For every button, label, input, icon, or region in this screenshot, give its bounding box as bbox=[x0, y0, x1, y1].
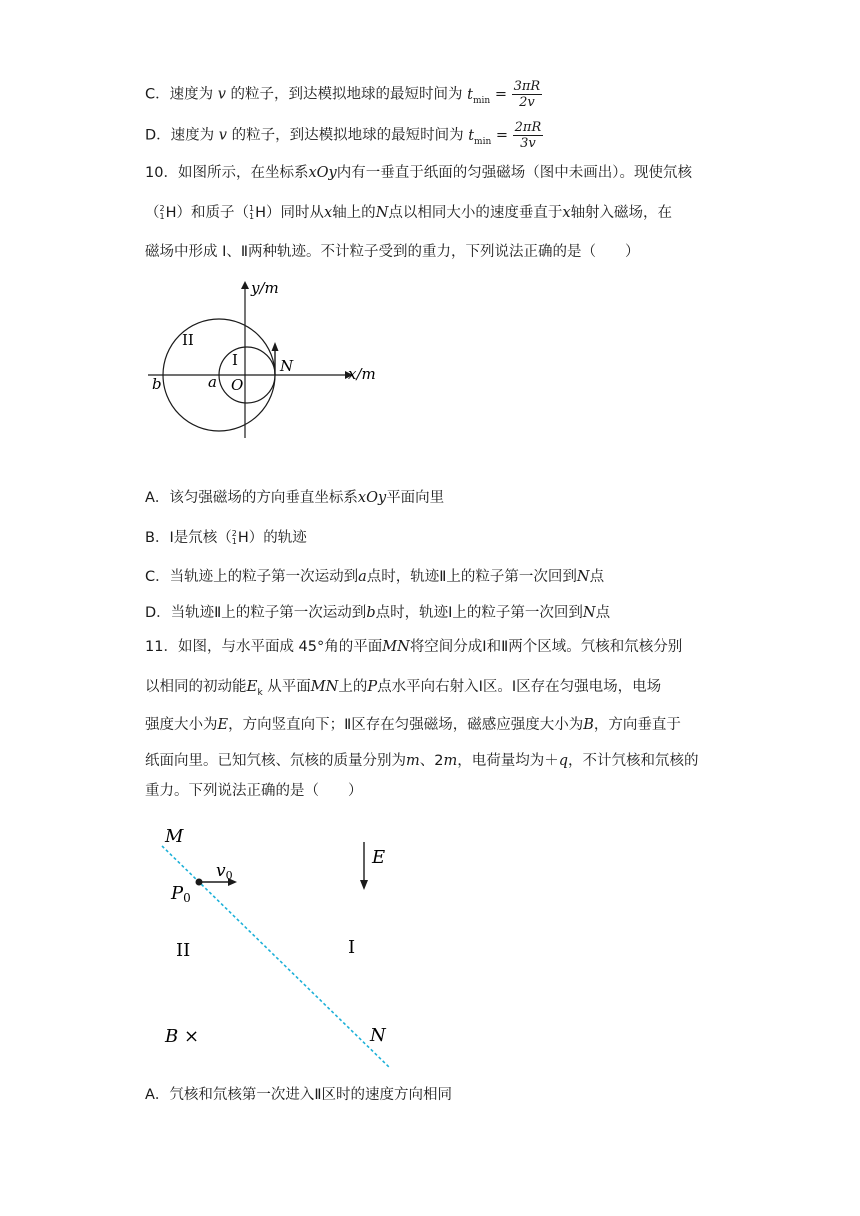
q10-stem-line-3 bbox=[145, 242, 640, 262]
q9c-sub: min bbox=[472, 95, 491, 106]
q11-label-N: N bbox=[370, 1025, 386, 1046]
q10b-1: B．Ⅰ是氘核（ bbox=[145, 530, 232, 546]
q10-x-2: x bbox=[562, 205, 571, 221]
q11-option-a bbox=[145, 1085, 452, 1105]
q9c-text-1: C．速度为 bbox=[145, 86, 214, 103]
q11-l4-m: m bbox=[406, 753, 420, 769]
q10b-2: ）的轨迹 bbox=[248, 530, 307, 546]
q11-stem-line-2 bbox=[145, 676, 661, 703]
q10-l2a: （ bbox=[145, 205, 160, 221]
q10b-sym: H bbox=[237, 530, 249, 546]
q9d-sub: min bbox=[474, 136, 492, 147]
q10-label-a: a bbox=[208, 373, 217, 391]
q10-l2b: ）和质子（ bbox=[176, 205, 249, 221]
q11-stem-line-1 bbox=[145, 637, 682, 657]
q10-stem-line-2 bbox=[145, 203, 672, 223]
q10c-2: 点时，轨迹Ⅱ上的粒子第一次回到 bbox=[366, 569, 577, 585]
q11-l4c: ，电荷量均为＋ bbox=[457, 753, 559, 769]
q11-label-P0 bbox=[170, 883, 191, 905]
q10-figure bbox=[140, 275, 400, 445]
q10-label-I: I bbox=[232, 351, 238, 369]
q11-l4a: 纸面向里。已知氕核、氘核的质量分别为 bbox=[145, 753, 406, 769]
q11-v0-sub: 0 bbox=[225, 869, 233, 882]
q9c-v: v bbox=[217, 86, 226, 103]
q11-l4d: ，不计氕核和氘核的 bbox=[568, 753, 699, 769]
q11-label-E: E bbox=[372, 847, 386, 868]
q9-option-c bbox=[145, 79, 542, 110]
q11-stem-line-3 bbox=[145, 715, 681, 735]
q11-l3a: 强度大小为 bbox=[145, 717, 218, 733]
q10-option-d bbox=[145, 603, 610, 623]
q9d-v: v bbox=[218, 127, 227, 144]
q10b-z: 1 bbox=[231, 537, 237, 546]
q9c-den: 2v bbox=[519, 95, 535, 110]
q9c-fraction bbox=[512, 79, 543, 110]
q10d-b: b bbox=[366, 605, 376, 621]
q11-l1-MN: MN bbox=[382, 639, 410, 655]
q10-option-a bbox=[145, 488, 444, 508]
q11-l2-P: P bbox=[367, 679, 378, 695]
q11-label-I: I bbox=[348, 937, 356, 958]
q10d-2: 点时，轨迹Ⅰ上的粒子第一次回到 bbox=[375, 605, 583, 621]
q10-stem-line-1 bbox=[145, 163, 692, 183]
q11-l2-E: E bbox=[246, 677, 258, 695]
q10-l1a: 10．如图所示，在坐标系 bbox=[145, 165, 309, 181]
q9d-tmin bbox=[468, 127, 492, 147]
q10-label-b: b bbox=[152, 375, 162, 393]
q11-l4-q: q bbox=[558, 753, 569, 769]
q10-x-label: x/m bbox=[348, 365, 376, 383]
q9d-fraction bbox=[513, 120, 544, 151]
q11-l2a: 以相同的初动能 bbox=[145, 679, 247, 695]
q11-l3-B: B bbox=[583, 717, 594, 733]
q9c-t: t bbox=[467, 86, 473, 103]
q10d-1: D．当轨迹Ⅱ上的粒子第一次运动到 bbox=[145, 605, 367, 621]
q11-p0-p: P bbox=[171, 883, 184, 904]
q11-l2d: 点水平向右射入Ⅰ区。Ⅰ区存在匀强电场，电场 bbox=[377, 679, 662, 695]
q10-label-N: N bbox=[280, 357, 294, 375]
q10-option-b bbox=[145, 528, 307, 548]
proton-z: 1 bbox=[249, 212, 255, 221]
q10-label-O: O bbox=[231, 376, 244, 394]
q11-l2-k: k bbox=[257, 687, 263, 698]
q9d-t: t bbox=[468, 127, 475, 144]
q10-l1c: 内有一垂直于纸面的匀强磁场（图中未画出）。现使氘核 bbox=[336, 165, 692, 181]
proton-mass: 1 bbox=[249, 204, 255, 213]
q10b-mass: 2 bbox=[231, 529, 237, 538]
q9c-eq: = bbox=[494, 86, 507, 103]
q10a-xoy: xOy bbox=[357, 490, 387, 506]
q11-label-II: II bbox=[176, 940, 191, 961]
q10-label-II: II bbox=[182, 331, 194, 349]
q11-l3c: ，方向垂直于 bbox=[593, 717, 681, 733]
q9d-den: 3v bbox=[520, 136, 536, 151]
q10a-1: A．该匀强磁场的方向垂直坐标系 bbox=[145, 490, 358, 506]
q10-N: N bbox=[375, 205, 389, 221]
q10-xoy: xOy bbox=[308, 165, 337, 181]
q10c-1: C．当轨迹上的粒子第一次运动到 bbox=[145, 569, 359, 585]
q10-l2e: 点以相同大小的速度垂直于 bbox=[388, 205, 563, 221]
q10-velocity-arrowhead bbox=[272, 342, 279, 351]
q9c-text-2: 的粒子，到达模拟地球的最短时间为 bbox=[230, 86, 463, 103]
q10-y-label: y/m bbox=[251, 279, 279, 297]
q11-v0-v: v bbox=[216, 861, 226, 881]
q11-l3-E: E bbox=[217, 717, 229, 733]
q11-l2c: 上的 bbox=[338, 679, 368, 695]
q10d-3: 点 bbox=[595, 605, 611, 621]
q11-label-v0 bbox=[216, 861, 233, 882]
q10c-N: N bbox=[576, 569, 590, 585]
q10-l2d: 轴上的 bbox=[332, 205, 376, 221]
q9d-text-2: 的粒子，到达模拟地球的最短时间为 bbox=[231, 127, 464, 144]
q9d-num: 2πR bbox=[514, 120, 542, 135]
q11-stem-line-5 bbox=[145, 781, 363, 801]
q10-y-arrow bbox=[241, 281, 249, 289]
q9d-text-1: D．速度为 bbox=[145, 127, 215, 144]
q11-l4b: 、2 bbox=[419, 753, 444, 769]
q11-l1a: 11．如图，与水平面成 45°角的平面 bbox=[145, 639, 383, 655]
q9-option-d bbox=[145, 120, 543, 151]
q10-l2c: ）同时从 bbox=[266, 205, 324, 221]
q10d-N: N bbox=[582, 605, 596, 621]
q10c-a: a bbox=[358, 569, 367, 585]
q10-l2f: 轴射入磁场，在 bbox=[570, 205, 673, 221]
q11-l4-m2: m bbox=[443, 753, 458, 769]
q11-stem-line-4 bbox=[145, 751, 699, 771]
deuteron-sym: H bbox=[165, 205, 177, 221]
q11-l2b: 从平面 bbox=[262, 679, 311, 695]
q10b-deuteron bbox=[232, 528, 249, 548]
proton-symbol bbox=[249, 203, 266, 223]
q10c-3: 点 bbox=[589, 569, 605, 585]
q11-label-M: M bbox=[165, 826, 184, 847]
q9c-tmin bbox=[467, 86, 491, 106]
q9c-num: 3πR bbox=[513, 79, 541, 94]
q11-point-p0 bbox=[196, 879, 203, 886]
q11-l3b: ，方向竖直向下；Ⅱ区存在匀强磁场，磁感应强度大小为 bbox=[228, 717, 584, 733]
q11-l5: 重力。下列说法正确的是（ ） bbox=[145, 783, 363, 799]
q9d-eq: = bbox=[495, 127, 509, 144]
proton-sym: H bbox=[255, 205, 266, 221]
deuteron-z: 1 bbox=[159, 212, 165, 221]
q10-l3: 磁场中形成 I、Ⅱ两种轨迹。不计粒子受到的重力，下列说法正确的是（ ） bbox=[145, 244, 640, 260]
q11-label-B: B × bbox=[165, 1026, 200, 1047]
q11-p0-sub: 0 bbox=[183, 891, 191, 905]
q11-l2-MN: MN bbox=[310, 679, 339, 695]
q11-figure bbox=[150, 820, 410, 1075]
q10-option-c bbox=[145, 567, 604, 587]
q10a-3: 平面向里 bbox=[386, 490, 445, 506]
deuteron-symbol bbox=[160, 203, 177, 223]
q11-e-arrowhead bbox=[360, 880, 368, 890]
deuteron-mass: 2 bbox=[159, 204, 165, 213]
q11a-text: A．氕核和氘核第一次进入Ⅱ区时的速度方向相同 bbox=[145, 1087, 453, 1103]
q10-x-1: x bbox=[324, 205, 333, 221]
q11-l1b: 将空间分成Ⅰ和Ⅱ两个区域。氕核和氘核分别 bbox=[409, 639, 683, 655]
